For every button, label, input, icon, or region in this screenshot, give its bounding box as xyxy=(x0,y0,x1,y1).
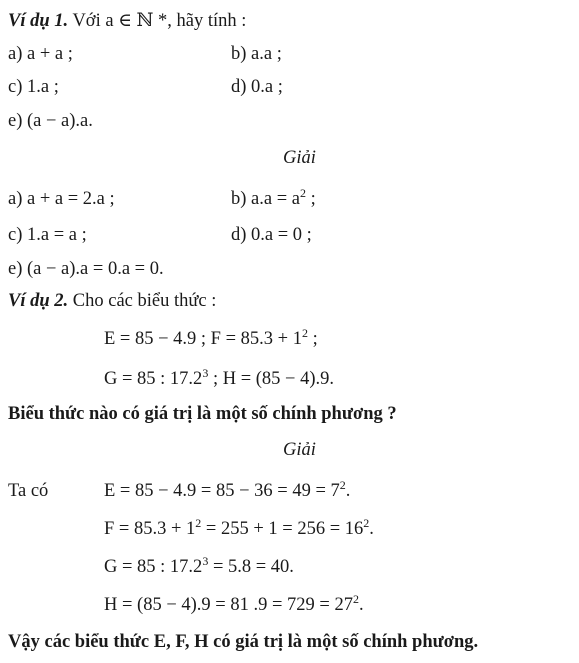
exercise-1b: b) a.a ; xyxy=(231,44,282,64)
exercise-1e: e) (a − a).a. xyxy=(8,111,93,131)
example-2-title: Ví dụ 2. xyxy=(8,291,69,311)
solution-2-heading: Giải xyxy=(283,440,316,460)
solution-2-h: H = (85 − 4).9 = 81 $.9 = 729 = 27^2$. xyxy=(104,592,364,615)
example-1-statement xyxy=(8,12,246,31)
solution-1b: b) $a.a = a^2$ ; xyxy=(231,186,316,209)
solution-1d: d) 0.a = 0 ; xyxy=(231,225,312,245)
example-1-title: Ví dụ 1. xyxy=(8,11,69,31)
exercise-1d: d) 0.a ; xyxy=(231,77,283,97)
exercise-1c: c) 1.a ; xyxy=(8,77,59,97)
solution-2-g: G = 85 : $17.2^3 = 5.8 = 40$. xyxy=(104,554,294,577)
example-2-intro: Cho các biểu thức : xyxy=(68,291,217,311)
expressions-line-1: E = 85 − 4.9 ; $F = 85.3 + 1^2$ ; xyxy=(104,326,318,349)
solution-2-conclusion: Vậy các biểu thức E, F, H có giá trị là một số chính phương. xyxy=(8,632,479,652)
solution-2-f: $F = 85.3 + 1^2 = 255 + 1 = 256 = 16^2$. xyxy=(104,516,374,539)
solution-1-heading: Giải xyxy=(283,148,316,168)
ta-co-label: Ta có xyxy=(8,481,49,501)
solution-1c: c) 1.a = a ; xyxy=(8,225,87,245)
example-2-statement xyxy=(8,292,216,311)
solution-2-e: $E = 85 - 4.9 = 85 - 36 = 49 = 7^2$. xyxy=(104,478,351,501)
expressions-line-2: G = 85 : 17.2$^3$ ; H = (85 − 4).9. xyxy=(104,366,335,389)
example-2-question: Biểu thức nào có giá trị là một số chính phương ? xyxy=(8,404,397,424)
solution-1e: e) (a − a).a = 0.a = 0. xyxy=(8,259,164,279)
solution-1a: a) a + a = 2.a ; xyxy=(8,189,115,209)
exercise-1a: a) a + a ; xyxy=(8,44,73,64)
example-1-intro: Với a ∈ ℕ *, hãy tính : xyxy=(68,11,247,31)
